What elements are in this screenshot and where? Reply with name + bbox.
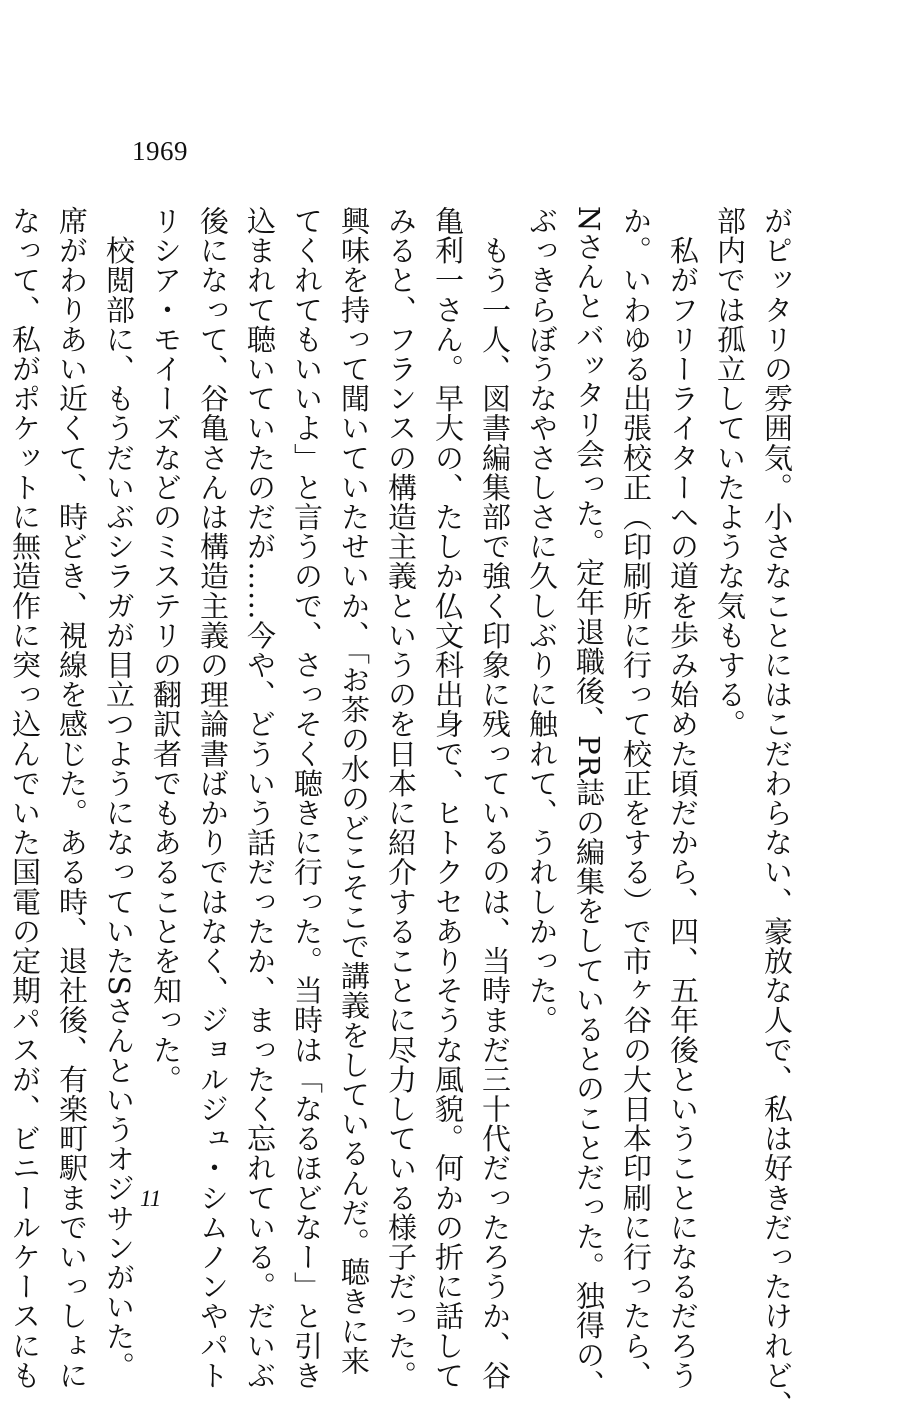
text-line: もう一人、図書編集部で強く印象に残っているのは、当時まだ三十代だったろうか、谷: [478, 206, 512, 1390]
text-line: みると、フランスの構造主義というのを日本に紹介することに尽力している様子だった。: [384, 206, 418, 1390]
text-line: Nさんとバッタリ会った。定年退職後、PR誌の編集をしているとのことだった。独得の、: [572, 206, 606, 1400]
text-line: 後になって、谷亀さんは構造主義の理論書ばかりではなく、ジョルジュ・シムノンやパト: [196, 206, 230, 1390]
text-line: 私がフリーライターへの道を歩み始めた頃だから、四、五年後ということになるだろう: [666, 206, 700, 1390]
text-line: 校閲部に、もうだいぶシラガが目立つようになっていたSさんというオジサンがいた。: [102, 206, 136, 1381]
page-number: 11: [140, 1186, 162, 1211]
text-line: 興味を持って聞いていたせいか、「お茶の水のどこそこで講義をしているんだ。聴きに来: [337, 206, 371, 1376]
text-line: 部内では孤立していたような気もする。: [713, 206, 747, 739]
text-line: ぶっきらぼうなやさしさに久しぶりに触れて、うれしかった。: [525, 206, 559, 1035]
text-line: 席がわりあい近くて、時どき、視線を感じた。ある時、退社後、有楽町駅までいっしょに: [55, 206, 89, 1390]
text-line: がピッタリの雰囲気。小さなことにはこだわらない、豪放な人で、私は好きだったけれど、: [760, 206, 794, 1420]
text-line: 込まれて聴いていたのだが……今や、どういう話だったか、まったく忘れている。だいぶ: [243, 206, 277, 1390]
text-line: なって、私がポケットに無造作に突っ込んでいた国電の定期パスが、ビニールケースにも: [8, 206, 42, 1390]
text-line: てくれてもいいよ」と言うので、さっそく聴きに行った。当時は「なるほどなー」と引き: [290, 206, 324, 1390]
text-line: リシア・モイーズなどのミステリの翻訳者でもあることを知った。: [149, 206, 183, 1094]
running-title: 1969: [132, 136, 188, 166]
text-line: [0, 206, 1, 1146]
text-line: 亀利一さん。早大の、たしか仏文科出身で、ヒトクセありそうな風貌。何かの折に話して: [431, 206, 465, 1390]
text-line: か。いわゆる出張校正（印刷所に行って校正をする）で市ヶ谷の大日本印刷に行ったら、: [619, 206, 653, 1390]
